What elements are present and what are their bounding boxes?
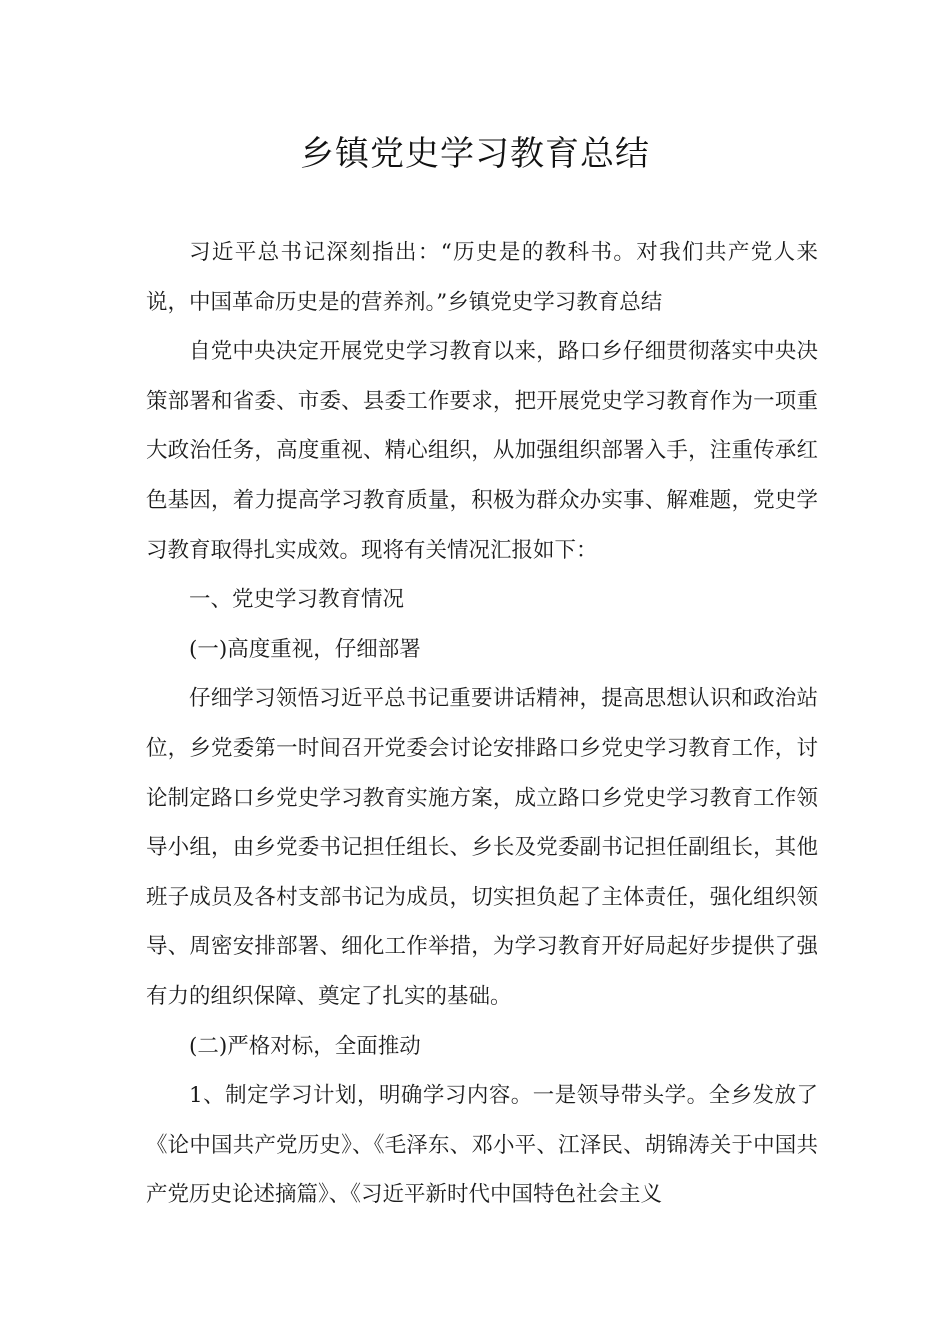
section-heading-1: 一、党史学习教育情况: [189, 587, 405, 613]
subsection-heading-2: (二)严格对标，全面推动: [189, 1033, 421, 1059]
document-title: 乡镇党史学习教育总结: [300, 134, 650, 174]
paragraph-study-plan: 1、制定学习计划，明确学习内容。一是领导带头学。全乡发放了《论中国共产党历史》、《毛泽东、邓小平、江泽民、胡锦涛关于中国共产党历史论述摘篇》、《习近平新时代中国特色社会主义: [146, 1083, 818, 1208]
subsection-heading-1: (一)高度重视，仔细部署: [189, 636, 421, 662]
document-body: [146, 228, 818, 1220]
paragraph-intro-quote: 习近平总书记深刻指出：“历史是的教科书。对我们共产党人来说，中国革命历史是的营养剂。”乡镇党史学习教育总结: [146, 240, 818, 315]
paragraph-overview: 自党中央决定开展党史学习教育以来，路口乡仔细贯彻落实中央决策部署和省委、市委、县委工作要求，把开展党史学习教育作为一项重大政治任务，高度重视、精心组织，从加强组织部署入手，注重传承红色基因，着力提高学习教育质量，积极为群众办实事、解难题，党史学习教育取得扎实成效。现将有关情况汇报如下：: [146, 339, 818, 563]
paragraph-deployment: 仔细学习领悟习近平总书记重要讲话精神，提高思想认识和政治站位，乡党委第一时间召开党委会讨论安排路口乡党史学习教育工作，讨论制定路口乡党史学习教育实施方案，成立路口乡党史学习教育工作领导小组，由乡党委书记担任组长、乡长及党委副书记担任副组长，其他班子成员及各村支部书记为成员，切实担负起了主体责任，强化组织领导、周密安排部署、细化工作举措，为学习教育开好局起好步提供了强有力的组织保障、奠定了扎实的基础。: [146, 686, 818, 1009]
